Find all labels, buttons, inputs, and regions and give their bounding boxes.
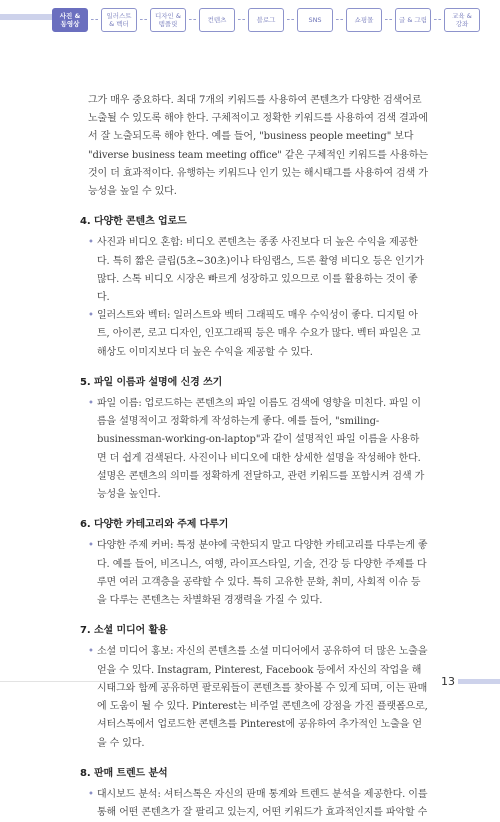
section-heading: 4. 다양한 콘텐츠 업로드 [80, 216, 187, 228]
bullet-icon: • [88, 310, 94, 322]
bullet-icon: • [88, 398, 94, 410]
bullet-icon: • [88, 646, 94, 658]
tab-1[interactable]: 일러스트 & 벡터 [101, 8, 137, 32]
tab-connector [385, 19, 392, 21]
tab-0[interactable]: 사진 & 동영상 [52, 8, 88, 32]
bullet-item [88, 537, 428, 610]
tab-connector [189, 19, 196, 21]
bullet-icon: • [88, 237, 94, 249]
tab-8[interactable]: 교육 & 강좌 [444, 8, 480, 32]
intro-paragraph: 그가 매우 중요하다. 최대 7개의 키워드를 사용하여 콘텐츠가 다양한 검색어로 노출될 수 있도록 해야 한다. 구체적이고 정확한 키워드를 사용하여 검색 결과에서 잘 노출되도록 해야 한다. 예를 들어, "business people meeting" 보다 "diverse business team meeting office" 같은 구체적인 키워드를 사용하는 것이 더 효과적이다. 유행하는 키워드나 인기 있는 해시태그를 사용하여 검색 가능성을 높일 수 있다. [88, 95, 428, 198]
tab-4[interactable]: 블로그 [248, 8, 284, 32]
page-number: 13 [441, 675, 455, 688]
bullet-icon: • [88, 788, 94, 800]
tab-5[interactable]: SNS [297, 8, 333, 32]
bullet-icon: • [88, 540, 94, 552]
tab-6[interactable]: 쇼핑몰 [346, 8, 382, 32]
tab-7[interactable]: 글 & 그림 [395, 8, 431, 32]
bullet-item [88, 395, 428, 504]
footer-divider [0, 681, 415, 682]
section-heading: 8. 판매 트렌드 분석 [80, 767, 168, 779]
bullet-text: 사진과 비디오 혼합: 비디오 콘텐츠는 종종 사진보다 더 높은 수익을 제공한다. 특히 짧은 클립(5초~30초)이나 타임랩스, 드론 촬영 비디오 등은 인기가 많다. 스톡 비디오 시장은 빠르게 성장하고 있으므로 이를 활용하는 것이 좋다. [97, 237, 424, 304]
section-heading: 7. 소셜 미디어 활용 [80, 625, 168, 637]
section-heading: 6. 다양한 카테고리와 주제 다루기 [80, 519, 229, 531]
bullet-item [88, 786, 428, 822]
bullet-text: 소셜 미디어 홍보: 자신의 콘텐츠를 소셜 미디어에서 공유하여 더 많은 노출을 얻을 수 있다. Instagram, Pinterest, Facebook 등에서 자신의 작업을 해시태그와 함께 공유하면 팔로워들이 콘텐츠를 찾아볼 수 있게 되며, 이는 판매에 도움이 될 수 있다. Pinterest는 비주얼 콘텐츠에 강점을 가진 플랫폼으로, 셔터스톡에서 업로드한 콘텐츠를 Pinterest에 공유하여 추가적인 노출을 얻을 수 있다. [97, 646, 428, 749]
tab-connector [336, 19, 343, 21]
tab-connector [434, 19, 441, 21]
top-navigation [0, 0, 500, 42]
bullet-item [88, 234, 428, 307]
tab-connector [238, 19, 245, 21]
bullet-text: 일러스트와 벡터: 일러스트와 벡터 그래픽도 매우 수익성이 좋다. 디지털 아트, 아이콘, 로고 디자인, 인포그래픽 등은 매우 수요가 많다. 벡터 파일은 고해상도 이미지보다 더 높은 수익을 제공할 수 있다. [97, 310, 421, 358]
chapter-tabs [52, 5, 480, 35]
section-heading: 5. 파일 이름과 설명에 신경 쓰기 [80, 376, 223, 388]
bullet-text: 파일 이름: 업로드하는 콘텐츠의 파일 이름도 검색에 영향을 미친다. 파일 이름을 설명적이고 정확하게 작성하는게 좋다. 예를 들어, "smiling-businessman-working-on-laptop"과 같이 설명적인 파일 이름을 사용하면 더 쉽게 검색된다. 사진이나 비디오에 대한 상세한 설명을 작성해야 한다. 설명은 콘텐츠의 의미를 정확하게 전달하고, 관련 키워드를 포함시켜 검색 가능성을 높인다. [97, 398, 425, 501]
page-body [80, 92, 428, 822]
tab-connector [91, 19, 98, 21]
tab-2[interactable]: 디자인 & 템플릿 [150, 8, 186, 32]
footer-accent-bar [458, 679, 500, 684]
bullet-text: 다양한 주제 커버: 특정 분야에 국한되지 말고 다양한 카테고리를 다루는게 좋다. 예를 들어, 비즈니스, 여행, 라이프스타일, 기술, 건강 등 다양한 주제를 다루면 여러 고객층을 공략할 수 있다. 특히 고유한 문화, 취미, 사회적 이슈 등을 다루는 콘텐츠는 차별화된 경쟁력을 가질 수 있다. [97, 540, 428, 607]
bullet-item [88, 307, 428, 362]
tab-3[interactable]: 컨텐츠 [199, 8, 235, 32]
tab-connector [287, 19, 294, 21]
tab-connector [140, 19, 147, 21]
bullet-item [88, 643, 428, 752]
bullet-text: 대시보드 분석: 셔터스톡은 자신의 판매 통계와 트렌드 분석을 제공한다. 이를 통해 어떤 콘텐츠가 잘 팔리고 있는지, 어떤 키워드가 효과적인지를 파악할 수 [97, 788, 428, 819]
